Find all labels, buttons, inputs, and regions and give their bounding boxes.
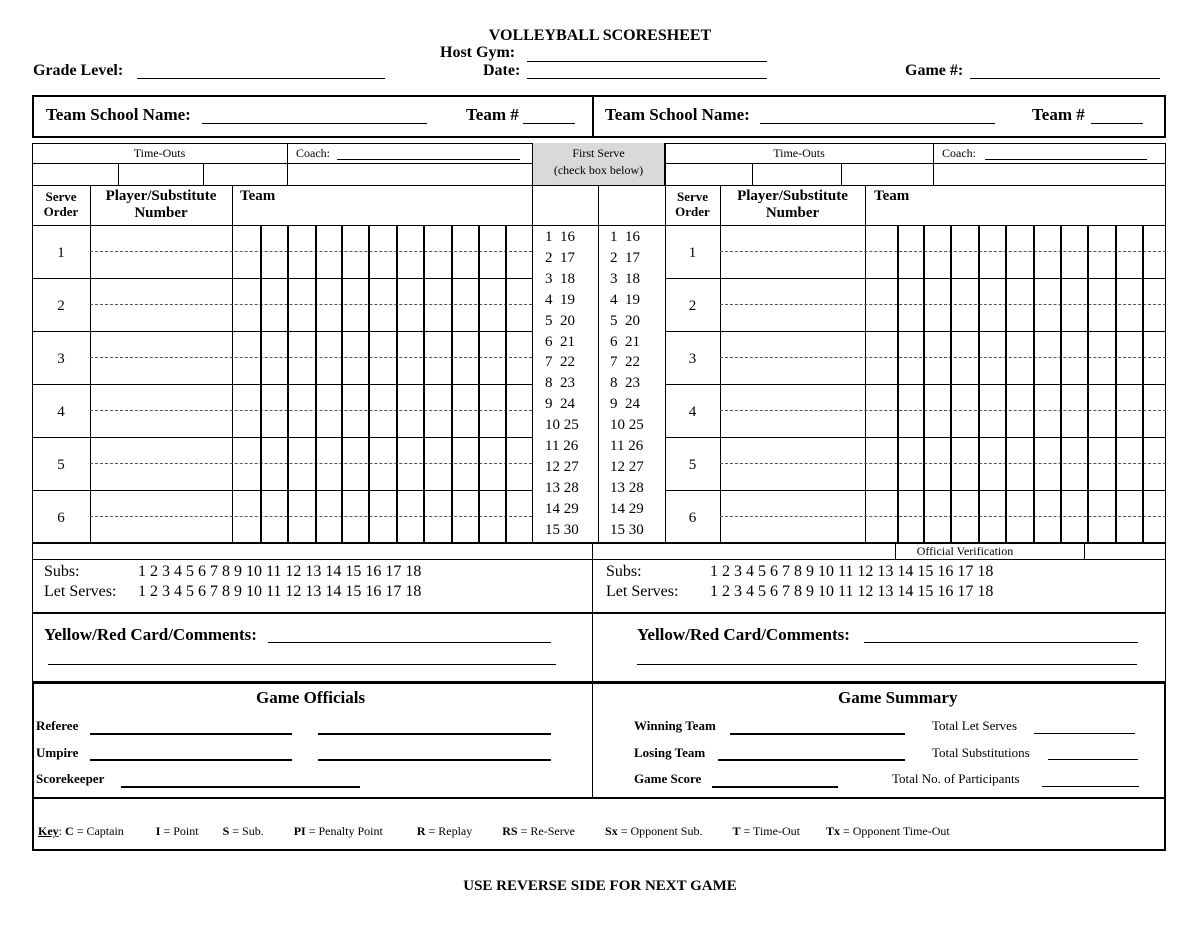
score-number-pair[interactable]: 2 17 bbox=[545, 249, 575, 266]
team-b-team-label: Team bbox=[874, 188, 910, 204]
team-a-coach-label: Coach: bbox=[296, 146, 330, 160]
row-divider bbox=[720, 410, 1166, 411]
key-item: S = Sub. bbox=[222, 824, 264, 838]
umpire-field-2[interactable] bbox=[318, 759, 551, 761]
point-column bbox=[1005, 225, 1007, 543]
score-number-pair[interactable]: 12 27 bbox=[610, 458, 644, 475]
team-a-serve-order-6: 6 bbox=[57, 510, 65, 526]
game-number-field[interactable] bbox=[970, 78, 1160, 79]
team-b-serve-order-3: 3 bbox=[688, 351, 697, 367]
point-column bbox=[396, 225, 398, 543]
host-gym-field[interactable] bbox=[527, 61, 767, 62]
team-b-comments-field-2[interactable] bbox=[637, 664, 1137, 665]
score-number-pair[interactable]: 9 24 bbox=[610, 396, 640, 413]
winning-team-field[interactable] bbox=[730, 733, 905, 735]
score-number-pair[interactable]: 1 16 bbox=[545, 229, 575, 245]
scorekeeper-field[interactable] bbox=[121, 786, 360, 788]
check-box-label: (check box below) bbox=[553, 163, 644, 177]
point-column bbox=[1115, 225, 1117, 543]
team-a-number-label: Team # bbox=[466, 105, 519, 124]
umpire-field[interactable] bbox=[90, 759, 292, 761]
row-divider bbox=[90, 516, 532, 517]
team-b-number-label: Team # bbox=[1032, 105, 1085, 124]
score-number-pair[interactable]: 9 24 bbox=[545, 396, 575, 413]
point-column bbox=[368, 225, 370, 543]
row-divider bbox=[720, 251, 1166, 252]
total-substitutions-field[interactable] bbox=[1048, 759, 1138, 760]
team-b-let-serves-label: Let Serves: bbox=[606, 583, 679, 600]
row-divider bbox=[90, 410, 532, 411]
point-column bbox=[478, 225, 480, 543]
host-gym-label: Host Gym: bbox=[440, 44, 516, 61]
key-label: Key bbox=[38, 824, 59, 838]
key-item: C = Captain bbox=[65, 824, 124, 838]
team-a-serve-order-1: 1 bbox=[57, 245, 65, 261]
row-divider bbox=[90, 463, 532, 464]
score-number-pair[interactable]: 6 21 bbox=[545, 333, 575, 350]
team-a-subs-numbers[interactable]: 1 2 3 4 5 6 7 8 9 10 11 12 13 14 15 16 17 18 bbox=[138, 563, 422, 580]
team-a-comments-label: Yellow/Red Card/Comments: bbox=[44, 625, 257, 644]
row-divider bbox=[90, 251, 532, 252]
point-column bbox=[1060, 225, 1062, 543]
referee-field[interactable] bbox=[90, 733, 292, 735]
point-column bbox=[1033, 225, 1035, 543]
scorekeeper-label: Scorekeeper bbox=[36, 771, 105, 786]
key-item: R = Replay bbox=[416, 824, 473, 838]
score-number-pair[interactable]: 14 29 bbox=[610, 500, 644, 517]
team-b-subs-numbers[interactable]: 1 2 3 4 5 6 7 8 9 10 11 12 13 14 15 16 17 18 bbox=[710, 563, 994, 580]
key-item: RS = Re-Serve bbox=[502, 824, 576, 838]
official-verification-label: Official Verification bbox=[916, 544, 1014, 558]
key-legend: Key: C = Captain I = Point S = Sub. PI = Penalty Point R = Replay RS = Re-Serve Sx = Opponent Sub. T = Time-Out Tx = Opponent Time-Out bbox=[38, 824, 950, 838]
team-b-comments-field-1[interactable] bbox=[864, 642, 1138, 643]
comments-section bbox=[32, 613, 1166, 682]
team-a-subs-label: Subs: bbox=[44, 563, 80, 580]
score-number-pair[interactable]: 2 17 bbox=[610, 249, 640, 266]
point-column bbox=[1142, 225, 1144, 543]
winning-team-label: Winning Team bbox=[634, 718, 716, 733]
team-b-coach-label: Coach: bbox=[942, 146, 976, 160]
score-number-pair[interactable]: 12 27 bbox=[545, 458, 579, 475]
team-b-serve-order-4: 4 bbox=[688, 404, 697, 420]
total-participants-field[interactable] bbox=[1042, 786, 1139, 787]
team-a-number-field[interactable] bbox=[523, 123, 575, 124]
team-a-serve-order-2: 2 bbox=[57, 298, 65, 314]
date-field[interactable] bbox=[527, 78, 767, 79]
key-item: T = Time-Out bbox=[732, 824, 800, 838]
team-b-coach-field[interactable] bbox=[985, 159, 1147, 160]
losing-team-field[interactable] bbox=[718, 759, 905, 761]
team-name-bar bbox=[32, 95, 1166, 138]
score-number-pair[interactable]: 5 20 bbox=[610, 312, 640, 329]
team-a-school-label: Team School Name: bbox=[46, 105, 191, 124]
key-item: Tx = Opponent Time-Out bbox=[825, 824, 950, 838]
score-number-pair[interactable]: 7 22 bbox=[610, 354, 640, 371]
referee-label: Referee bbox=[36, 718, 79, 733]
game-officials-title: Game Officials bbox=[256, 688, 366, 707]
point-column bbox=[260, 225, 262, 543]
team-a-serve-order-5: 5 bbox=[57, 457, 65, 473]
point-column bbox=[950, 225, 952, 543]
referee-field-2[interactable] bbox=[318, 733, 551, 735]
team-a-let-serves-label: Let Serves: bbox=[44, 583, 117, 600]
team-b-serve-order-1: 1 bbox=[688, 245, 697, 261]
score-number-pair[interactable]: 15 30 bbox=[545, 521, 579, 538]
team-b-serve-order-6: 6 bbox=[688, 510, 697, 526]
team-a-team-label: Team bbox=[240, 188, 276, 204]
point-column bbox=[341, 225, 343, 543]
score-number-pair[interactable]: 3 18 bbox=[610, 270, 640, 287]
footer-note: USE REVERSE SIDE FOR NEXT GAME bbox=[463, 878, 737, 894]
point-column bbox=[423, 225, 425, 543]
game-summary-title: Game Summary bbox=[838, 688, 958, 707]
team-a-serve-order-4: 4 bbox=[57, 404, 65, 420]
game-score-label: Game Score bbox=[634, 771, 702, 786]
score-number-pair[interactable]: 14 29 bbox=[545, 500, 579, 517]
score-number-pair[interactable]: 5 20 bbox=[545, 312, 575, 329]
team-b-school-label: Team School Name: bbox=[605, 105, 750, 124]
game-number-label: Game #: bbox=[905, 62, 964, 79]
score-number-pair[interactable]: 3 18 bbox=[545, 270, 575, 287]
total-participants-label: Total No. of Participants bbox=[892, 771, 1020, 786]
score-number-pair[interactable]: 7 22 bbox=[545, 354, 575, 371]
score-number-pair[interactable]: 4 19 bbox=[545, 291, 575, 308]
point-column bbox=[315, 225, 317, 543]
point-column bbox=[451, 225, 453, 543]
game-score-field[interactable] bbox=[712, 786, 838, 788]
team-b-comments-label: Yellow/Red Card/Comments: bbox=[637, 625, 850, 644]
team-a-comments-field-1[interactable] bbox=[268, 642, 551, 643]
date-label: Date: bbox=[483, 62, 521, 79]
row-divider bbox=[720, 357, 1166, 358]
row-divider bbox=[720, 304, 1166, 305]
team-b-player-sub-label: Player/Substitute Number bbox=[737, 188, 848, 221]
team-a-player-sub-label: Player/Substitute Number bbox=[105, 188, 217, 221]
team-b-subs-label: Subs: bbox=[606, 563, 642, 580]
point-column bbox=[978, 225, 980, 543]
first-serve-label: First Serve bbox=[572, 146, 625, 160]
sheet-title: VOLLEYBALL SCORESHEET bbox=[488, 27, 712, 44]
score-number-pair[interactable]: 11 26 bbox=[545, 438, 579, 454]
score-number-pair[interactable]: 13 28 bbox=[545, 479, 579, 496]
point-column bbox=[1087, 225, 1089, 543]
total-substitutions-label: Total Substitutions bbox=[932, 745, 1030, 760]
losing-team-label: Losing Team bbox=[634, 745, 706, 760]
point-column bbox=[287, 225, 289, 543]
score-number-pair[interactable]: 15 30 bbox=[610, 521, 644, 538]
grade-level-field[interactable] bbox=[137, 78, 385, 79]
key-item: Sx = Opponent Sub. bbox=[605, 824, 703, 838]
key-item: PI = Penalty Point bbox=[293, 824, 383, 838]
score-number-pair[interactable]: 10 25 bbox=[610, 417, 644, 434]
umpire-label: Umpire bbox=[36, 745, 79, 760]
key-item: I = Point bbox=[155, 824, 199, 838]
team-b-serve-order-2: 2 bbox=[688, 298, 697, 314]
team-a-serve-order-label: Serve Order bbox=[43, 189, 79, 219]
team-b-school-field[interactable] bbox=[760, 123, 995, 124]
point-column bbox=[897, 225, 899, 543]
row-divider bbox=[720, 463, 1166, 464]
team-b-number-field[interactable] bbox=[1091, 123, 1143, 124]
row-divider bbox=[90, 304, 532, 305]
score-number-pair[interactable]: 10 25 bbox=[545, 417, 579, 434]
point-column bbox=[505, 225, 507, 543]
team-a-serve-order-3: 3 bbox=[57, 351, 65, 367]
score-number-pair[interactable]: 4 19 bbox=[610, 291, 640, 308]
score-number-pair[interactable]: 8 23 bbox=[610, 375, 640, 392]
team-a-school-field[interactable] bbox=[202, 123, 427, 124]
score-number-pair[interactable]: 6 21 bbox=[610, 333, 640, 350]
point-column bbox=[923, 225, 925, 543]
team-b-timeouts-label: Time-Outs bbox=[773, 146, 825, 160]
team-a-let-serves-numbers[interactable]: 1 2 3 4 5 6 7 8 9 10 11 12 13 14 15 16 17 18 bbox=[138, 583, 422, 600]
team-b-let-serves-numbers[interactable]: 1 2 3 4 5 6 7 8 9 10 11 12 13 14 15 16 17 18 bbox=[710, 583, 994, 600]
score-number-pair[interactable]: 8 23 bbox=[545, 375, 575, 392]
team-a-timeouts-label: Time-Outs bbox=[133, 146, 186, 160]
team-b-serve-order-5: 5 bbox=[688, 457, 697, 473]
row-divider bbox=[90, 357, 532, 358]
score-number-pair[interactable]: 1 16 bbox=[610, 229, 640, 245]
score-number-pair[interactable]: 11 26 bbox=[610, 438, 644, 454]
total-let-serves-label: Total Let Serves bbox=[932, 718, 1018, 733]
grade-level-label: Grade Level: bbox=[33, 62, 124, 79]
team-a-coach-field[interactable] bbox=[337, 159, 520, 160]
total-let-serves-field[interactable] bbox=[1034, 733, 1135, 734]
score-number-pair[interactable]: 13 28 bbox=[610, 479, 644, 496]
team-b-serve-order-label: Serve Order bbox=[675, 189, 710, 219]
team-a-comments-field-2[interactable] bbox=[48, 664, 556, 665]
row-divider bbox=[720, 516, 1166, 517]
